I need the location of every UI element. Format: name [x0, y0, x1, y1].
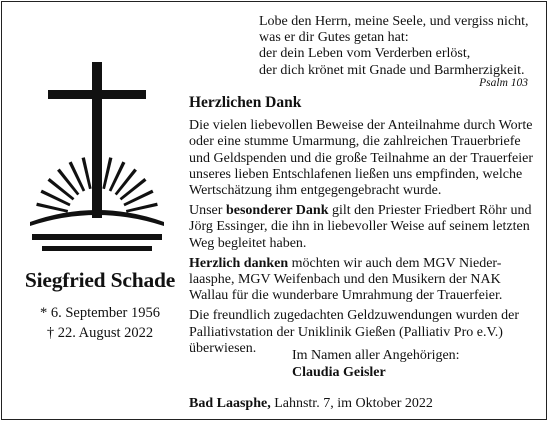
- text-line: unseres lieben Entschlafenen ließen uns empfinden, welche: [189, 166, 523, 182]
- text-line: Die vielen liebevollen Beweise der Anteilnahme durch Worte: [189, 118, 533, 134]
- text-line: [189, 256, 534, 272]
- emphasis-text: besonderer Dank: [225, 203, 329, 219]
- thanks-text: [189, 95, 534, 361]
- sun-ray: [36, 203, 68, 213]
- footer-rest: Lahnstr. 7, im Oktober 2022: [270, 396, 433, 411]
- emphasis-text: Herzlich danken: [189, 255, 289, 271]
- text-line: oder eine stumme Umarmung, die zahlreichen Trauerbriefe: [189, 134, 521, 150]
- death-date: † 22. August 2022: [46, 325, 154, 341]
- thanks-paragraph-3: [189, 256, 534, 305]
- closing-line: Im Namen aller Angehörigen:: [292, 348, 460, 363]
- text-line: und Geldspenden und die große Teilnahme an der Trauerfeier: [189, 150, 533, 166]
- text-run: möchten wir auch dem MGV Nieder-: [288, 255, 502, 271]
- thanks-heading: Herzlichen Dank: [189, 94, 302, 111]
- sun-ray: [126, 203, 158, 213]
- text-run: Unser: [189, 203, 226, 219]
- sun-ray: [82, 157, 92, 189]
- text-line: Wertschätzung ihm entgegengebracht wurde.: [189, 183, 442, 199]
- birth-date: * 6. September 1956: [39, 305, 160, 321]
- thanks-paragraph-2: [189, 203, 534, 252]
- text-line: Palliativstation der Uniklinik Gießen (Palliativ Pro e.V.): [189, 324, 503, 340]
- deceased-name: Siegfried Schade: [24, 268, 176, 292]
- text-line: Weg begleitet haben.: [189, 235, 307, 251]
- text-line: Jörg Essinger, die ihn in liebevoller Weise auf seinem letzten: [189, 219, 530, 235]
- text-line: Die freundlich zugedachten Geldzuwendungen wurden der: [189, 308, 520, 324]
- verse-line: was er dir Gutes getan hat:: [259, 30, 409, 46]
- sun-ray: [102, 157, 112, 189]
- thanks-paragraph-1: [189, 118, 534, 199]
- footer-address: [189, 396, 433, 412]
- verse-line: Lobe den Herrn, meine Seele, und vergiss nicht,: [259, 14, 529, 29]
- text-line: überwiesen.: [189, 340, 257, 356]
- cross-with-sunrise-icon: [18, 58, 176, 258]
- verse-line: der dein Leben vom Verderben erlöst,: [259, 46, 471, 62]
- verse-reference: Psalm 103: [479, 77, 528, 89]
- closing-block: [292, 347, 460, 381]
- footer-place: Bad Laasphe,: [189, 396, 271, 411]
- text-line: Wallau für die wunderbare Umrahmung der Trauerfeier.: [189, 288, 503, 304]
- signature: Claudia Geisler: [292, 365, 386, 380]
- bible-verse: [259, 14, 531, 79]
- life-dates: [20, 303, 180, 343]
- text-line: laasphe, MGV Weifenbach und den Musikern der NAK: [189, 272, 501, 288]
- verse-line: der dich krönet mit Gnade und Barmherzigkeit.: [259, 62, 525, 78]
- text-run: gilt den Priester Friedbert Röhr und: [328, 203, 532, 219]
- text-line: [189, 203, 534, 219]
